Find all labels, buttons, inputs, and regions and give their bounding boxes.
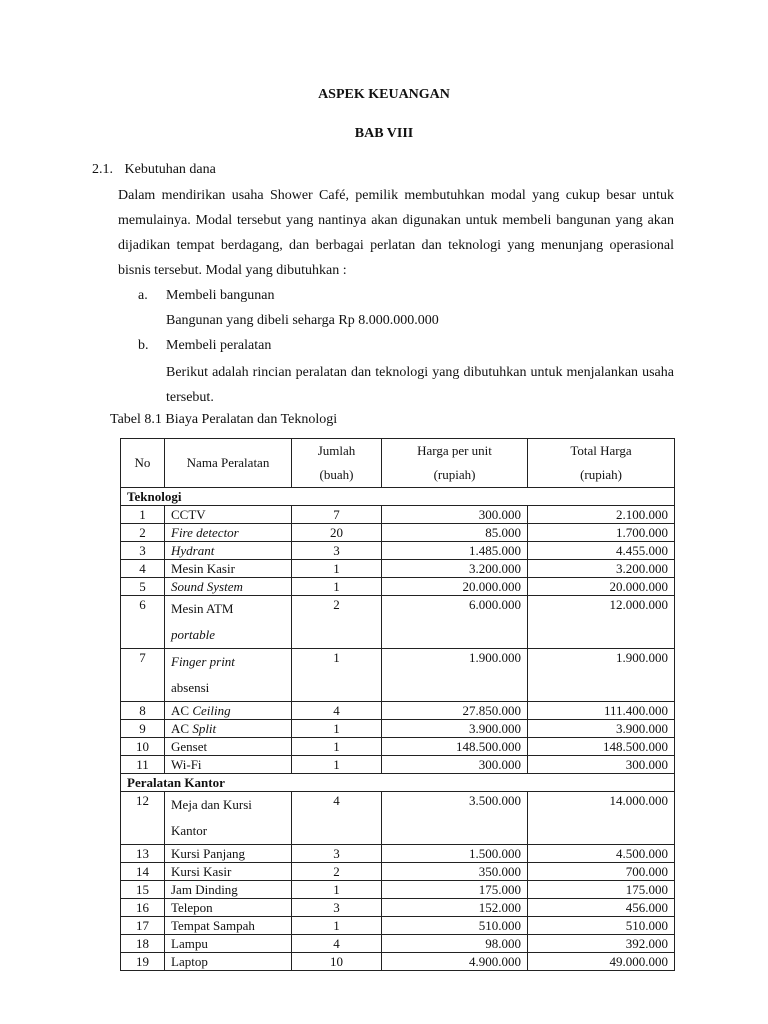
section-heading: [92, 162, 216, 178]
header-no: No: [121, 439, 165, 488]
group-row: Peralatan Kantor: [121, 774, 675, 792]
table-row: 1 CCTV 7 300.000 2.100.000: [121, 506, 675, 524]
list-detail-b: Berikut adalah rincian peralatan dan teknologi yang dibutuhkan untuk menjalankan usaha tersebut.: [166, 365, 674, 405]
header-unit-price: Harga per unit (rupiah): [382, 439, 528, 488]
table-row: 16 Telepon 3 152.000 456.000: [121, 899, 675, 917]
header-name: Nama Peralatan: [165, 439, 292, 488]
table-row: 7 Finger print absensi 1 1.900.000 1.900.000: [121, 649, 675, 702]
page-title: ASPEK KEUANGAN: [318, 87, 450, 102]
table-row: 19 Laptop 10 4.900.000 49.000.000: [121, 953, 675, 971]
list-marker: b.: [138, 338, 149, 353]
list-detail-a: Bangunan yang dibeli seharga Rp 8.000.000.000: [166, 313, 439, 328]
equipment-cost-table: [120, 438, 675, 971]
list-marker: a.: [138, 288, 148, 303]
section-number: 2.1.: [92, 162, 113, 177]
table-row: 17 Tempat Sampah 1 510.000 510.000: [121, 917, 675, 935]
header-qty: Jumlah (buah): [292, 439, 382, 488]
table-row: 3 Hydrant 3 1.485.000 4.455.000: [121, 542, 675, 560]
table-row: 9 AC Split 1 3.900.000 3.900.000: [121, 720, 675, 738]
table-row: 14 Kursi Kasir 2 350.000 700.000: [121, 863, 675, 881]
table-row: 12 Meja dan Kursi Kantor 4 3.500.000 14.000.000: [121, 792, 675, 845]
list-label: Membeli bangunan: [166, 288, 275, 303]
table-caption: Tabel 8.1 Biaya Peralatan dan Teknologi: [110, 412, 338, 427]
table-row: 8 AC Ceiling 4 27.850.000 111.400.000: [121, 702, 675, 720]
table-row: 4 Mesin Kasir 1 3.200.000 3.200.000: [121, 560, 675, 578]
table-row: 10 Genset 1 148.500.000 148.500.000: [121, 738, 675, 756]
chapter-title: BAB VIII: [354, 126, 414, 141]
group-row: Teknologi: [121, 488, 675, 506]
section-paragraph: Dalam mendirikan usaha Shower Café, pemilik membutuhkan modal yang cukup besar untuk memulainya. Modal tersebut yang nantinya akan digunakan untuk membeli bangunan yang akan dijadikan tempat berdagang, dan berbagai perlatan dan teknologi yang menunjang operasional bisnis tersebut. Modal yang dibutuhkan :: [118, 188, 674, 278]
table-row: 15 Jam Dinding 1 175.000 175.000: [121, 881, 675, 899]
table-row: 18 Lampu 4 98.000 392.000: [121, 935, 675, 953]
table-row: 2 Fire detector 20 85.000 1.700.000: [121, 524, 675, 542]
table-row: 5 Sound System 1 20.000.000 20.000.000: [121, 578, 675, 596]
table-row: 6 Mesin ATM portable 2 6.000.000 12.000.000: [121, 596, 675, 649]
table-row: 11 Wi-Fi 1 300.000 300.000: [121, 756, 675, 774]
header-total-price: Total Harga (rupiah): [528, 439, 675, 488]
table-row: 13 Kursi Panjang 3 1.500.000 4.500.000: [121, 845, 675, 863]
section-title: Kebutuhan dana: [124, 162, 216, 177]
list-label: Membeli peralatan: [166, 338, 272, 353]
